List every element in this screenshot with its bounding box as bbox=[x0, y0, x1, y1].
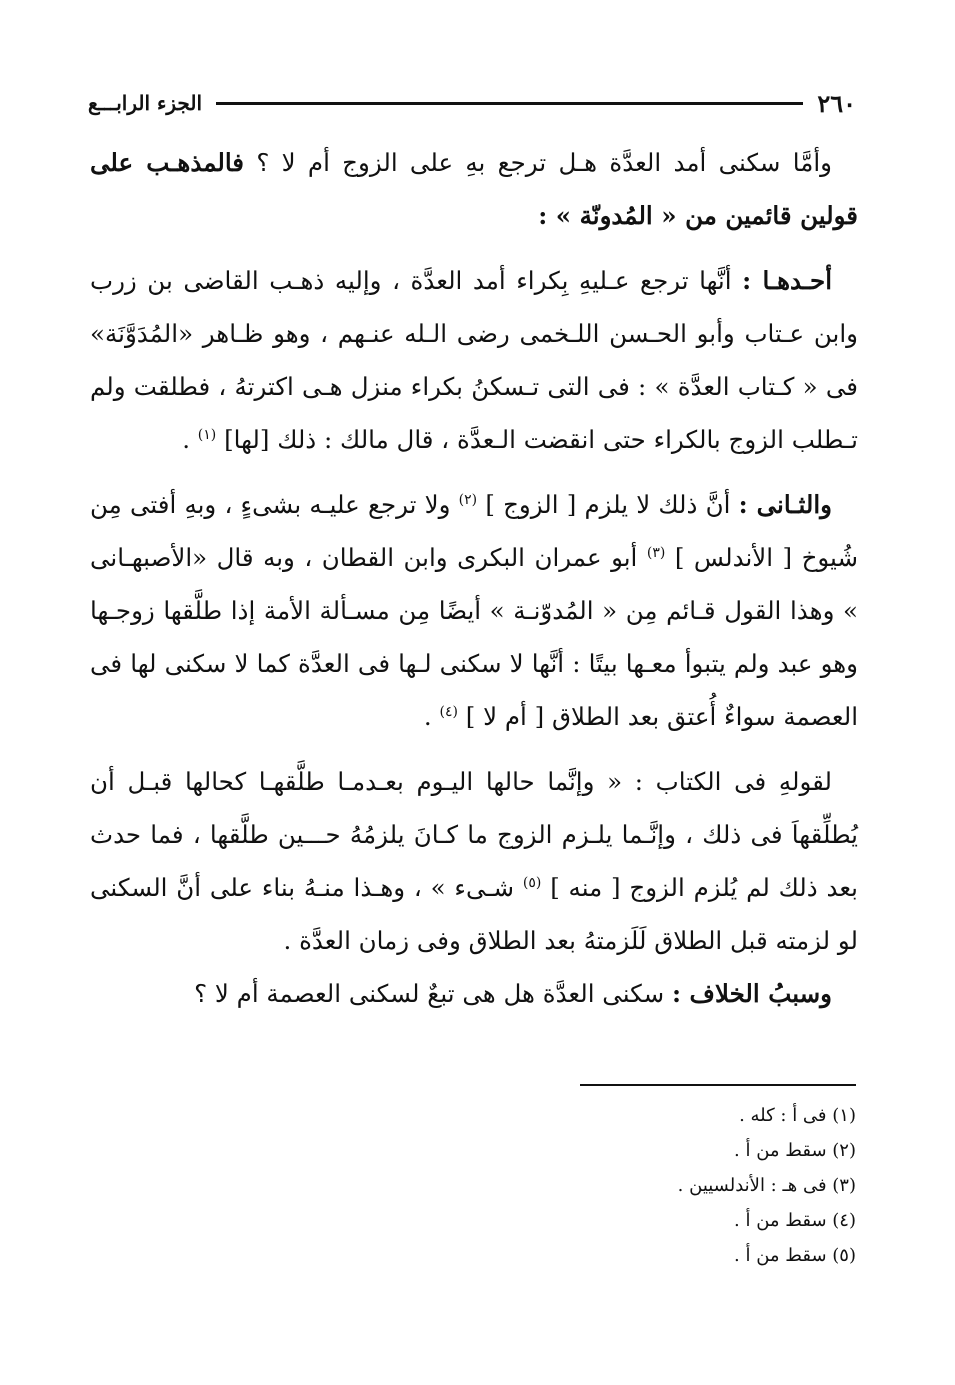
second-text-2: ولا ترجع عليـه بشىءٍ ، وبهِ أفتى مِن شُيوخ [ الأندلس ] bbox=[90, 490, 858, 572]
footnote-ref-4: (٤) bbox=[439, 703, 458, 720]
first-lead: أحـدهـا : bbox=[742, 266, 832, 295]
paragraph-intro bbox=[90, 136, 858, 242]
footnote-ref-3: (٣) bbox=[646, 544, 666, 561]
intro-bold: فالمذهـب على قولين قائمين من « المُدونّة » : bbox=[90, 148, 858, 230]
paragraph-first-opinion bbox=[90, 254, 858, 466]
footnote-2: (٢) سقط من أ . bbox=[734, 1140, 856, 1161]
conclusion-lead: وسببُ الخلاف : bbox=[671, 979, 832, 1008]
footnote-ref-1: (١) bbox=[197, 426, 217, 443]
intro-text: وأمَّا سكنى أمد العدَّة هـل ترجع بهِ على الزوج أم لا ؟ bbox=[256, 148, 832, 177]
conclusion-text: سكنى العدَّة هل هى تبعٌ لسكنى العصمة أم لا ؟ bbox=[194, 979, 665, 1008]
first-text: أنَّها ترجع عـليهِ بِكراء أمد العدَّة ، وإليه ذهـب القاضى بن زرب وابن عـتاب وأبو الحـسن اللـخمى رضى الـله عنـهم ، وهو ظـاهر «المُدَوَّنَة» فى « كـتاب العدَّة » : فى التى تـسكنُ بكراء منزل هـى اكترتهُ ، فطلقت ولم تـطلب الزوج بالكراء حتى انقضت الـعدَّة ، قال مالك : ذلك [لها] bbox=[90, 266, 858, 454]
main-text bbox=[90, 136, 858, 1020]
second-text-1: أنَّ ذلك لا يلزم [ الزوج ] bbox=[485, 490, 731, 519]
page-header bbox=[88, 86, 856, 120]
footnotes bbox=[400, 1098, 856, 1273]
second-text-3: أبو عمران البكرى وابن القطان ، وبه قال «الأصبهـانى » وهذا القول قـائم مِن « المُدوّنـة » أيضًا مِن مسـألة الأمة إذا طلَّقها زوجـها وهو عبد ولم يتبوأ معـها بيتًا : أنَّها لا سكنى لـها فى العدَّة كما لا سكنى لها فى العصمة سواءٌ أُعتق بعد الطلاق [ أم لا ] bbox=[90, 543, 858, 731]
footnote-1: (١) فى أ : كله . bbox=[739, 1105, 856, 1126]
second-end: . bbox=[423, 702, 432, 731]
paragraph-reasoning bbox=[90, 755, 858, 967]
paragraph-conclusion bbox=[90, 967, 858, 1020]
footnote-3: (٣) فى هـ : الأندلسيين . bbox=[677, 1175, 856, 1196]
header-rule bbox=[216, 102, 803, 105]
footnote-ref-5: (٥) bbox=[522, 874, 542, 891]
running-title: الجزء الرابـــع bbox=[88, 91, 202, 115]
page-number: ٢٦٠ bbox=[817, 88, 856, 118]
footnote-rule bbox=[580, 1084, 856, 1086]
third-text-2: شـىء » ، وهـذا منـهُ بناء على أنَّ السكنى لو لزمته قبل الطلاق لَلَزمتهُ بعد الطلاق وفى زمان العدَّة . bbox=[90, 873, 858, 955]
footnote-4: (٤) سقط من أ . bbox=[734, 1210, 856, 1231]
second-lead: والثـانى : bbox=[738, 490, 832, 519]
footnote-5: (٥) سقط من أ . bbox=[734, 1245, 856, 1266]
footnote-ref-2: (٢) bbox=[458, 491, 478, 508]
first-end: . bbox=[182, 425, 190, 454]
third-text-1: لقولهِ فى الكتاب : « وإنَّما حالها اليـوم بعـدمـا طلَّقهـا كحالها قبـل أن يُطلِّقهاَ فى ذلك ، وإنَّـما يلـزم الزوج ما كـانَ يلزمُهُ حـــين طلَّقها ، فما حدث بعد ذلك لم يُلزم الزوج [ منه ] bbox=[90, 767, 858, 902]
paragraph-second-opinion bbox=[90, 478, 858, 743]
